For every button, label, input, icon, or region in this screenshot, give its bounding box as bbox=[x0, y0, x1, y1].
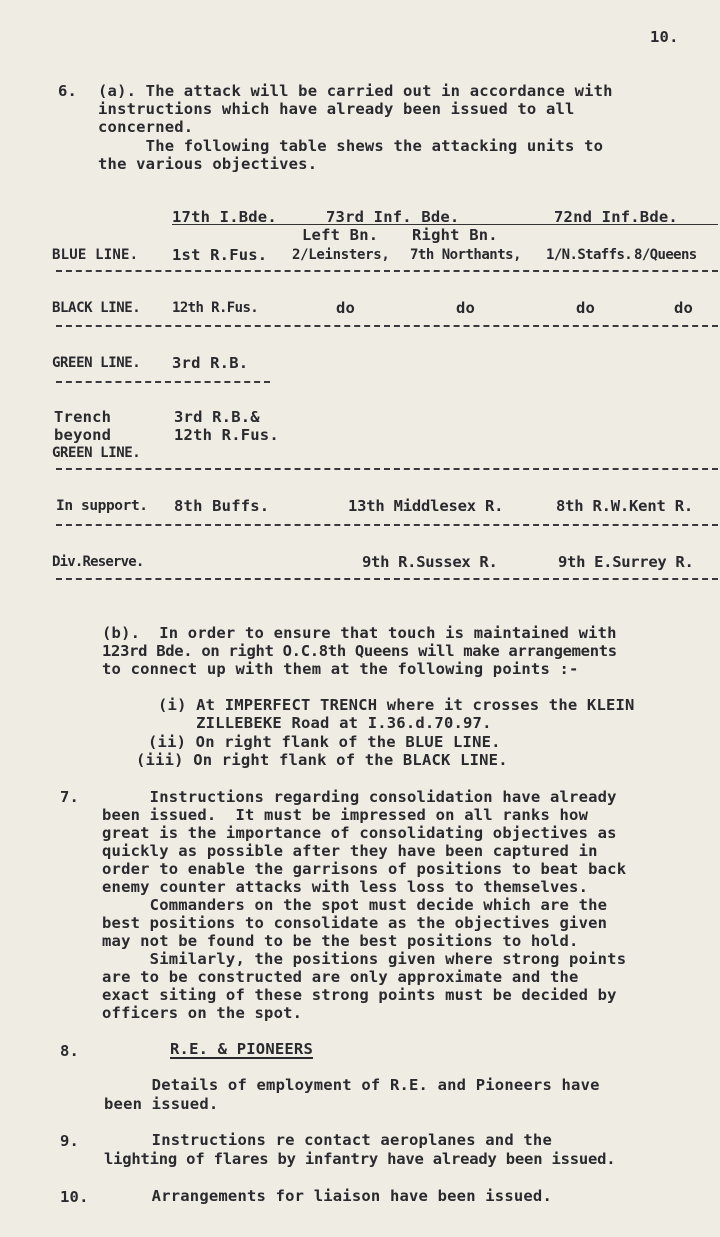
para6a-line: (a). The attack will be carried out in accordance with bbox=[98, 82, 613, 100]
para9-number: 9. bbox=[60, 1132, 80, 1150]
row-support-73rd: 13th Middlesex R. bbox=[348, 497, 504, 515]
header-left-bn: Left Bn. bbox=[302, 226, 379, 244]
row-blue-left-bn: 2/Leinsters, bbox=[292, 247, 390, 263]
row-blue-72nd-b: 8/Queens bbox=[634, 247, 697, 263]
header-72nd-bde: 72nd Inf.Bde. bbox=[554, 208, 678, 226]
point-item: ZILLEBEKE Road at I.36.d.70.97. bbox=[158, 714, 492, 732]
para7-line: quickly as possible after they have been captured in bbox=[102, 842, 598, 860]
para7-line: Instructions regarding consolidation have already bbox=[102, 788, 617, 806]
para6a-line: The following table shews the attacking units to bbox=[98, 137, 604, 155]
para6b-line: to connect up with them at the following points :- bbox=[102, 660, 579, 678]
para10-number: 10. bbox=[60, 1188, 89, 1206]
row-divider bbox=[56, 524, 718, 526]
row-trench-label: GREEN LINE. bbox=[52, 445, 141, 461]
row-divider bbox=[56, 578, 718, 580]
para6a-line: concerned. bbox=[98, 118, 194, 136]
point-item: (iii) On right flank of the BLACK LINE. bbox=[136, 751, 508, 769]
row-green-17th: 3rd R.B. bbox=[172, 354, 249, 372]
row-trench-17th: 3rd R.B.& bbox=[174, 408, 260, 426]
header-73rd-bde: 73rd Inf. Bde. bbox=[326, 208, 460, 226]
para9-line: Instructions re contact aeroplanes and the bbox=[104, 1131, 552, 1149]
point-item: (ii) On right flank of the BLUE LINE. bbox=[148, 733, 501, 751]
para7-line: order to enable the garrisons of positions to beat back bbox=[102, 860, 627, 878]
para7-line: Commanders on the spot must decide which are the bbox=[102, 896, 608, 914]
para8-line: Details of employment of R.E. and Pioneers have bbox=[104, 1076, 600, 1094]
para7-line: enemy counter attacks with less loss to themselves. bbox=[102, 878, 589, 896]
header-underline bbox=[172, 224, 718, 225]
row-divider bbox=[56, 270, 718, 272]
para7-number: 7. bbox=[60, 788, 80, 806]
row-black-right-bn: do bbox=[456, 299, 476, 317]
para6-number: 6. bbox=[58, 82, 78, 100]
para7-line: been issued. It must be impressed on all ranks how bbox=[102, 806, 589, 824]
para6b-line: (b). In order to ensure that touch is maintained with bbox=[102, 624, 617, 642]
row-black-72nd-b: do bbox=[674, 299, 694, 317]
para7-line: Similarly, the positions given where strong points bbox=[102, 950, 627, 968]
row-blue-right-bn: 7th Northants, bbox=[410, 247, 522, 263]
para7-line: exact siting of these strong points must be decided by bbox=[102, 986, 617, 1004]
para7-line: are to be constructed are only approximate and the bbox=[102, 968, 579, 986]
row-support-label: In support. bbox=[56, 498, 148, 514]
para8-heading: R.E. & PIONEERS bbox=[170, 1040, 313, 1058]
row-green-label: GREEN LINE. bbox=[52, 355, 141, 371]
para7-line: officers on the spot. bbox=[102, 1004, 303, 1022]
row-divider bbox=[56, 381, 270, 383]
para7-line: best positions to consolidate as the objectives given bbox=[102, 914, 608, 932]
row-reserve-label: Div.Reserve. bbox=[52, 554, 144, 570]
point-item: (i) At IMPERFECT TRENCH where it crosses the KLEIN bbox=[158, 696, 635, 714]
row-support-17th: 8th Buffs. bbox=[174, 497, 270, 515]
row-black-left-bn: do bbox=[336, 299, 356, 317]
row-black-label: BLACK LINE. bbox=[52, 300, 141, 316]
row-trench-label: Trench bbox=[54, 408, 112, 426]
row-divider bbox=[56, 468, 718, 470]
row-reserve-72nd: 9th E.Surrey R. bbox=[558, 553, 694, 571]
para6a-line: the various objectives. bbox=[98, 155, 318, 173]
row-divider bbox=[56, 325, 718, 327]
para9-line: lighting of flares by infantry have already been issued. bbox=[104, 1150, 616, 1168]
row-black-72nd-a: do bbox=[576, 299, 596, 317]
para10-line: Arrangements for liaison have been issued. bbox=[104, 1187, 552, 1205]
header-17th-bde: 17th I.Bde. bbox=[172, 208, 277, 226]
para8-line: been issued. bbox=[104, 1095, 219, 1113]
row-support-72nd: 8th R.W.Kent R. bbox=[556, 497, 693, 515]
header-right-bn: Right Bn. bbox=[412, 226, 498, 244]
para6a-line: instructions which have already been issued to all bbox=[98, 100, 575, 118]
row-reserve-73rd: 9th R.Sussex R. bbox=[362, 553, 498, 571]
para6b-line: 123rd Bde. on right O.C.8th Queens will make arrangements bbox=[102, 642, 617, 660]
page-number: 10. bbox=[650, 28, 679, 46]
row-blue-72nd-a: 1/N.Staffs. bbox=[546, 247, 633, 263]
row-blue-17th: 1st R.Fus. bbox=[172, 246, 268, 264]
para7-line: great is the importance of consolidating objectives as bbox=[102, 824, 617, 842]
row-blue-label: BLUE LINE. bbox=[52, 247, 139, 263]
para8-number: 8. bbox=[60, 1042, 80, 1060]
row-black-17th: 12th R.Fus. bbox=[172, 300, 259, 316]
row-trench-17th: 12th R.Fus. bbox=[174, 426, 279, 444]
row-trench-label: beyond bbox=[54, 426, 112, 444]
para7-line: may not be found to be the best positions to hold. bbox=[102, 932, 579, 950]
